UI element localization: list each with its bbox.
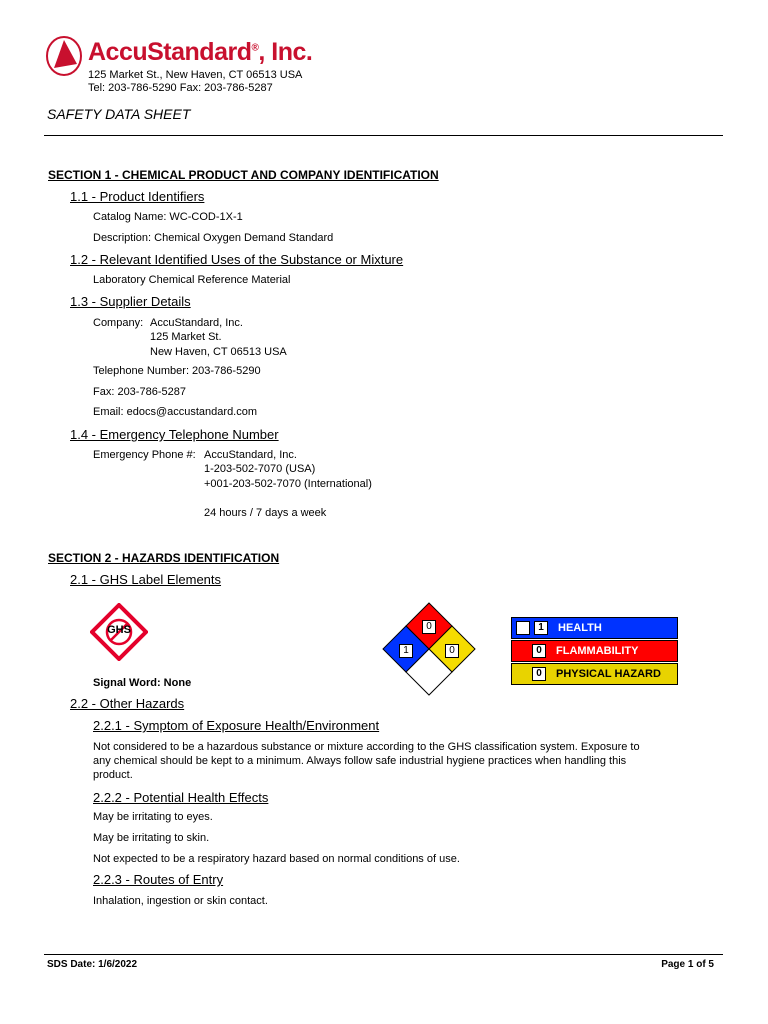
hmis-health-value: 1: [534, 621, 548, 635]
s22-title: 2.2 - Other Hazards: [70, 696, 185, 711]
catalog-name: Catalog Name: WC-COD-1X-1: [93, 211, 243, 223]
s12-title: 1.2 - Relevant Identified Uses of the Substance or Mixture: [70, 252, 404, 267]
health-effect-respiratory: Not expected to be a respiratory hazard based on normal conditions of use.: [93, 853, 460, 865]
hmis-physical-label: PHYSICAL HAZARD: [556, 668, 661, 680]
company-line-3: New Haven, CT 06513 USA: [150, 346, 287, 358]
fax-number: Fax: 203-786-5287: [93, 386, 186, 398]
footer-divider: [44, 954, 723, 955]
nfpa-instability-value: 0: [445, 644, 459, 658]
company-address: 125 Market St., New Haven, CT 06513 USA: [88, 69, 303, 81]
company-label: Company:: [93, 317, 144, 329]
company-name-text: AccuStandard: [88, 38, 252, 66]
hmis-physical-row: [511, 663, 678, 685]
hmis-health-label: HEALTH: [558, 622, 602, 634]
nfpa-diamond: [381, 602, 477, 698]
health-effect-skin: May be irritating to skin.: [93, 832, 210, 844]
header-divider: [44, 135, 723, 136]
emergency-label: Emergency Phone #:: [93, 449, 196, 461]
company-line-1: AccuStandard, Inc.: [150, 317, 243, 329]
emergency-line-3: +001-203-502-7070 (International): [204, 478, 372, 490]
s221-title: 2.2.1 - Symptom of Exposure Health/Environment: [93, 718, 380, 733]
s223-title: 2.2.3 - Routes of Entry: [93, 872, 224, 887]
email-address: Email: edocs@accustandard.com: [93, 406, 258, 418]
company-suffix: , Inc.: [258, 38, 313, 66]
doc-title: SAFETY DATA SHEET: [47, 106, 191, 122]
company-logo: [44, 34, 84, 78]
hmis-physical-value: 0: [532, 667, 546, 681]
company-name: [88, 38, 312, 67]
exposure-text-3: product.: [93, 769, 133, 781]
nfpa-health-value: 1: [399, 644, 413, 658]
exposure-text-2: any chemical should be kept to a minimum. Always follow safe industrial hygiene practices when handling this: [93, 755, 627, 767]
s13-title: 1.3 - Supplier Details: [70, 294, 191, 309]
company-phone-fax: Tel: 203-786-5290 Fax: 203-786-5287: [88, 82, 273, 94]
relevant-use: Laboratory Chemical Reference Material: [93, 274, 291, 286]
health-effect-eyes: May be irritating to eyes.: [93, 811, 213, 823]
s222-title: 2.2.2 - Potential Health Effects: [93, 790, 269, 805]
nfpa-flammability-value: 0: [422, 620, 436, 634]
hmis-health-row: [511, 617, 678, 639]
section1-title: SECTION 1 - CHEMICAL PRODUCT AND COMPANY IDENTIFICATION: [48, 168, 439, 182]
routes-of-entry: Inhalation, ingestion or skin contact.: [93, 895, 268, 907]
emergency-line-1: AccuStandard, Inc.: [204, 449, 297, 461]
description: Description: Chemical Oxygen Demand Standard: [93, 232, 334, 244]
exposure-text-1: Not considered to be a hazardous substance or mixture according to the GHS classification system. Exposure to: [93, 741, 640, 753]
s21-title: 2.1 - GHS Label Elements: [70, 572, 222, 587]
ghs-icon: [90, 603, 148, 661]
hmis-flammability-value: 0: [532, 644, 546, 658]
ghs-text: GHS: [107, 624, 131, 636]
s11-title: 1.1 - Product Identifiers: [70, 189, 205, 204]
page-number: Page 1 of 5: [661, 959, 714, 970]
hmis-flammability-row: [511, 640, 678, 662]
s14-title: 1.4 - Emergency Telephone Number: [70, 427, 279, 442]
sds-date: SDS Date: 1/6/2022: [47, 959, 138, 970]
emergency-line-2: 1-203-502-7070 (USA): [204, 463, 316, 475]
emergency-hours: 24 hours / 7 days a week: [204, 507, 327, 519]
hmis-chronic-box: [516, 621, 530, 635]
hmis-flammability-label: FLAMMABILITY: [556, 645, 639, 657]
section2-title: SECTION 2 - HAZARDS IDENTIFICATION: [48, 551, 280, 565]
company-line-2: 125 Market St.: [150, 331, 222, 343]
registered-mark: ®: [251, 42, 259, 54]
signal-word: Signal Word: None: [93, 677, 192, 689]
telephone-number: Telephone Number: 203-786-5290: [93, 365, 261, 377]
